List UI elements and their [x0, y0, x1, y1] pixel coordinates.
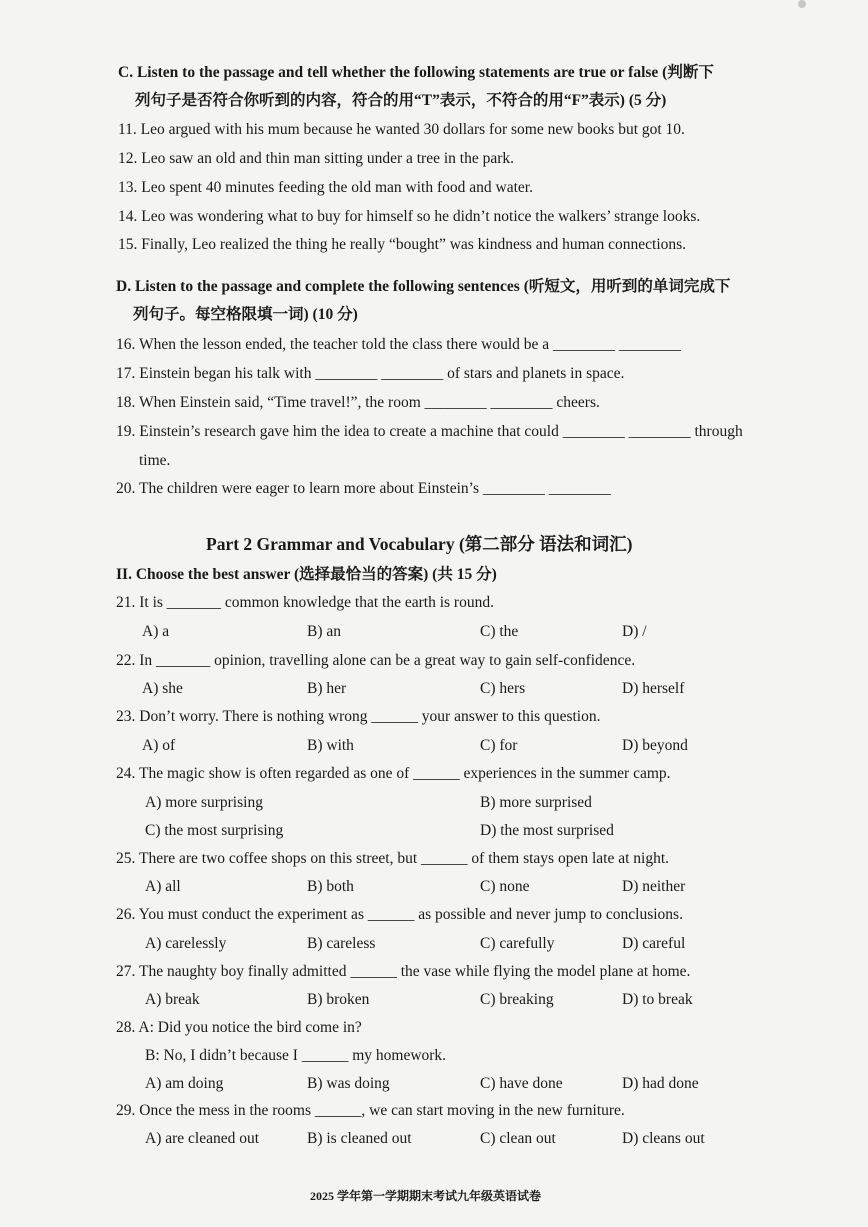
section-c-title-cont: 列句子是否符合你听到的内容，符合的用“T”表示，不符合的用“F”表示) (5 分) — [135, 92, 667, 109]
option-23c: C) for — [480, 737, 518, 754]
question-25: 25. There are two coffee shops on this street, but ______ of them stays open late at night. — [116, 850, 669, 867]
page-footer: 2025 学年第一学期期末考试九年级英语试卷 — [310, 1189, 542, 1203]
section-d-title: D. Listen to the passage and complete the following sentences (听短文，用听到的单词完成下 — [116, 278, 731, 295]
option-27d: D) to break — [622, 991, 693, 1008]
question-28-dialogue: B: No, I didn’t because I ______ my homework. — [145, 1047, 447, 1064]
option-21a: A) a — [142, 623, 170, 640]
option-29a: A) are cleaned out — [145, 1130, 260, 1147]
option-25c: C) none — [480, 878, 530, 895]
question-24: 24. The magic show is often regarded as one of ______ experiences in the summer camp. — [116, 765, 671, 782]
question-21: 21. It is _______ common knowledge that the earth is round. — [116, 594, 494, 611]
option-22d: D) herself — [622, 680, 685, 697]
part2-heading: Part 2 Grammar and Vocabulary (第二部分 语法和词汇) — [206, 534, 633, 554]
option-27b: B) broken — [307, 991, 370, 1008]
question-23: 23. Don’t worry. There is nothing wrong ______ your answer to this question. — [116, 708, 601, 725]
sentence-16: 16. When the lesson ended, the teacher told the class there would be a ________ ________ — [116, 336, 681, 353]
option-25d: D) neither — [622, 878, 686, 895]
question-27: 27. The naughty boy finally admitted ______ the vase while flying the model plane at home. — [116, 963, 691, 980]
section-c-title: C. Listen to the passage and tell whether the following statements are true or false (判断下 — [118, 64, 714, 81]
option-24c: C) the most surprising — [145, 822, 284, 839]
statement-15: 15. Finally, Leo realized the thing he really “bought” was kindness and human connections. — [118, 236, 687, 253]
option-26d: D) careful — [622, 935, 686, 952]
option-24a: A) more surprising — [145, 794, 263, 811]
question-22: 22. In _______ opinion, travelling alone can be a great way to gain self-confidence. — [116, 652, 636, 669]
option-28b: B) was doing — [307, 1075, 390, 1092]
option-28d: D) had done — [622, 1075, 699, 1092]
option-24b: B) more surprised — [480, 794, 592, 811]
question-26: 26. You must conduct the experiment as ______ as possible and never jump to conclusions. — [116, 906, 683, 923]
option-28c: C) have done — [480, 1075, 563, 1092]
statement-14: 14. Leo was wondering what to buy for himself so he didn’t notice the walkers’ strange looks. — [118, 208, 701, 225]
option-29d: D) cleans out — [622, 1130, 705, 1147]
option-25b: B) both — [307, 878, 354, 895]
option-22c: C) hers — [480, 680, 526, 697]
option-24d: D) the most surprised — [480, 822, 614, 839]
sentence-17: 17. Einstein began his talk with ________ ________ of stars and planets in space. — [116, 365, 625, 382]
sentence-18: 18. When Einstein said, “Time travel!”, the room ________ ________ cheers. — [116, 394, 600, 411]
scan-mark — [798, 0, 806, 8]
option-22b: B) her — [307, 680, 347, 697]
statement-12: 12. Leo saw an old and thin man sitting under a tree in the park. — [118, 150, 515, 167]
question-28: 28. A: Did you notice the bird come in? — [116, 1019, 362, 1036]
sentence-19: 19. Einstein’s research gave him the idea to create a machine that could ________ ________ through — [116, 423, 743, 440]
option-23a: A) of — [142, 737, 176, 754]
option-27c: C) breaking — [480, 991, 554, 1008]
option-21c: C) the — [480, 623, 519, 640]
option-27a: A) break — [145, 991, 200, 1008]
option-29c: C) clean out — [480, 1130, 556, 1147]
sentence-19-cont: time. — [139, 452, 171, 469]
question-29: 29. Once the mess in the rooms ______, we can start moving in the new furniture. — [116, 1102, 625, 1119]
statement-11: 11. Leo argued with his mum because he wanted 30 dollars for some new books but got 10. — [118, 121, 685, 138]
option-23b: B) with — [307, 737, 354, 754]
option-28a: A) am doing — [145, 1075, 224, 1092]
statement-13: 13. Leo spent 40 minutes feeding the old man with food and water. — [118, 179, 533, 196]
option-26a: A) carelessly — [145, 935, 227, 952]
section-d-title-cont: 列句子。每空格限填一词) (10 分) — [133, 306, 358, 323]
option-26b: B) careless — [307, 935, 376, 952]
option-21b: B) an — [307, 623, 342, 640]
sentence-20: 20. The children were eager to learn more about Einstein’s ________ ________ — [116, 480, 611, 497]
option-26c: C) carefully — [480, 935, 555, 952]
option-21d: D) / — [622, 623, 647, 640]
option-22a: A) she — [142, 680, 183, 697]
option-25a: A) all — [145, 878, 181, 895]
option-23d: D) beyond — [622, 737, 688, 754]
option-29b: B) is cleaned out — [307, 1130, 412, 1147]
section-ii-title: II. Choose the best answer (选择最恰当的答案) (共 15 分) — [116, 566, 497, 583]
